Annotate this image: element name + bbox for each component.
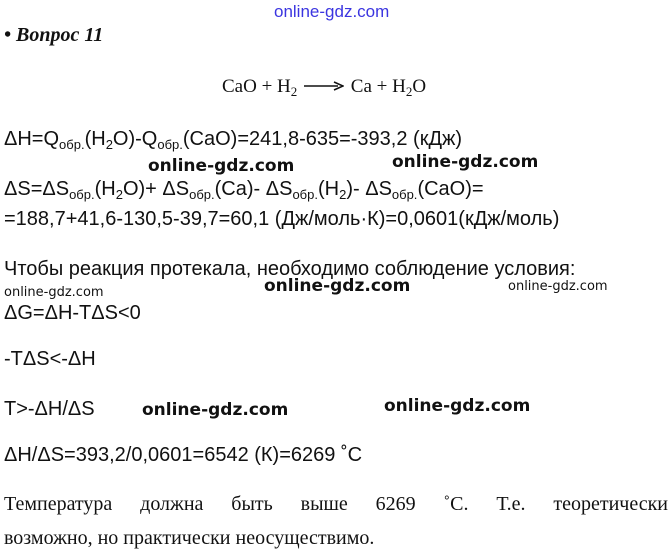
equation-sub: 2 <box>290 84 298 99</box>
question-title: • Вопрос 11 <box>4 24 104 46</box>
conclusion-line-2: возможно, но практически неосуществимо. <box>4 527 375 549</box>
entropy-line <box>4 178 484 201</box>
equation-rhs-end: O <box>412 76 427 97</box>
conclusion <box>4 487 668 555</box>
sub: обр. <box>391 187 418 202</box>
watermark: online-gdz.com <box>264 276 411 296</box>
sub: обр. <box>59 137 85 152</box>
reaction-arrow-icon <box>302 76 346 98</box>
watermark: online-gdz.com <box>142 400 289 420</box>
text: (H <box>317 178 340 200</box>
watermark: online-gdz.com <box>392 152 539 172</box>
gibbs-line: ΔG=ΔH-TΔS<0 <box>4 302 141 324</box>
text: O)-Q <box>112 128 158 150</box>
text: (CaO)=241,8-635=-393,2 (кДж) <box>182 128 463 150</box>
text: (H <box>94 178 116 200</box>
equation-rhs: Ca + H <box>350 76 406 97</box>
text: ΔH=Q <box>4 128 60 150</box>
temperature-calc-line: ΔH/ΔS=393,2/0,0601=6542 (К)=6269 ˚С <box>4 444 363 466</box>
sub: 2 <box>339 187 347 202</box>
equation-lhs: CaO + H <box>222 76 291 97</box>
sub: обр. <box>69 187 95 202</box>
watermark: online-gdz.com <box>384 396 531 416</box>
text: O)+ ΔS <box>122 178 190 200</box>
sub: обр. <box>157 137 183 152</box>
equation-sub: 2 <box>405 84 413 99</box>
temperature-inequality-line: T>-ΔH/ΔS <box>4 398 95 420</box>
text: (H <box>84 128 106 150</box>
reaction-equation <box>222 76 426 98</box>
sub: обр. <box>189 187 215 202</box>
text: (CaO)= <box>417 178 484 200</box>
condition-line: Чтобы реакция протекала, необходимо соблюдение условия: <box>4 258 576 280</box>
watermark: online-gdz.com <box>148 156 295 176</box>
entropy-calc-line: =188,7+41,6-130,5-39,7=60,1 (Дж/моль·К)=0,0601(кДж/моль) <box>4 208 560 230</box>
sub: обр. <box>292 187 318 202</box>
sub: 2 <box>105 137 113 152</box>
sub: 2 <box>115 187 123 202</box>
enthalpy-line <box>4 128 462 151</box>
site-header-watermark: online-gdz.com <box>274 2 390 21</box>
watermark: online-gdz.com <box>4 285 104 300</box>
text: )- ΔS <box>346 178 392 200</box>
watermark: online-gdz.com <box>508 279 608 294</box>
text: ΔS=ΔS <box>4 178 70 200</box>
text: (Ca)- ΔS <box>214 178 293 200</box>
inequality-line: -TΔS<-ΔH <box>4 348 96 370</box>
conclusion-line-1: Температура должна быть выше 6269 ˚С. Т.е. теоретически <box>4 493 668 515</box>
